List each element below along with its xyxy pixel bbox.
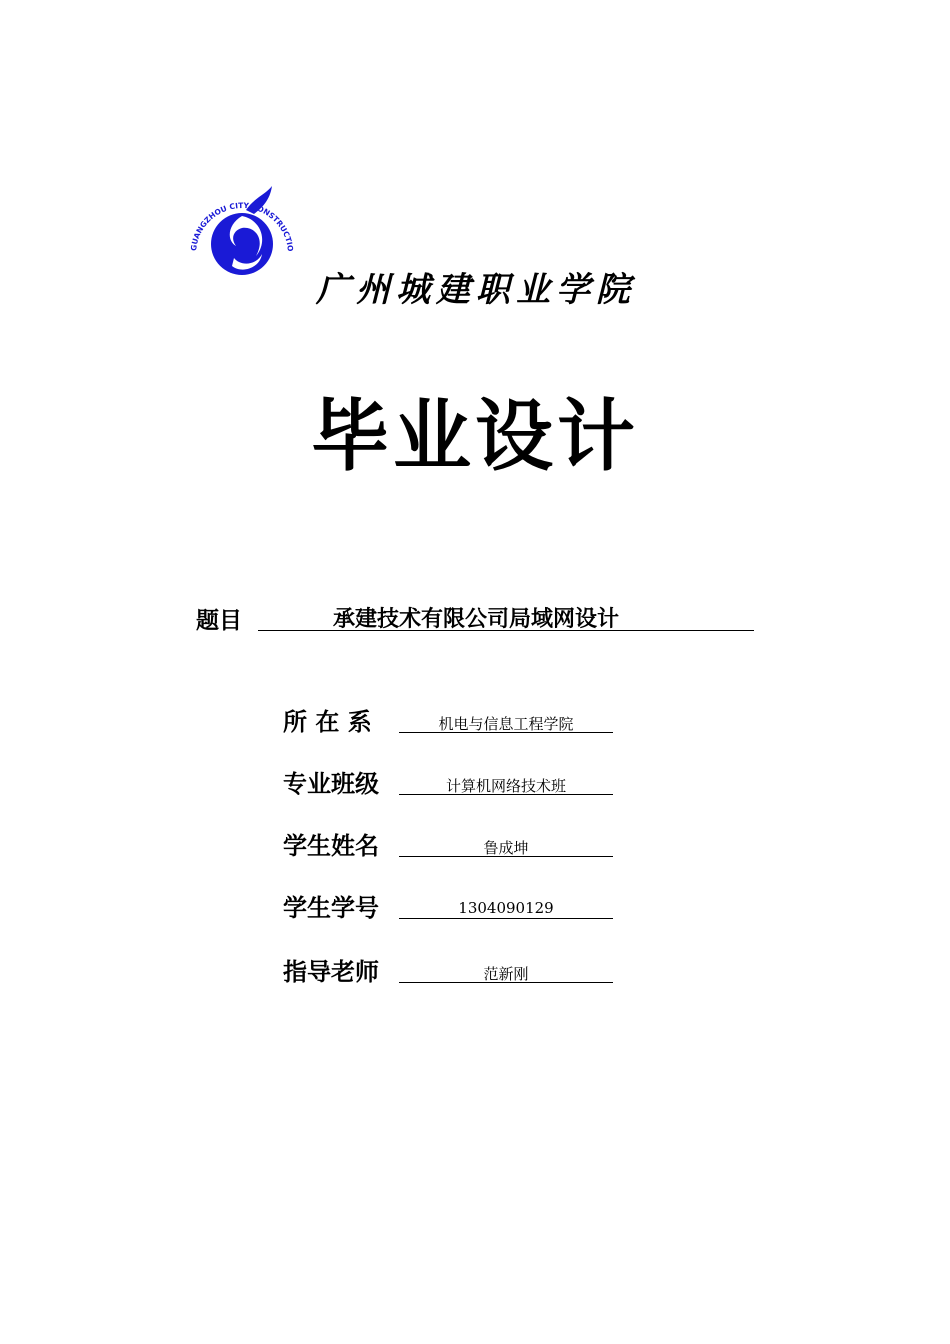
info-value: 鲁成坤 (483, 839, 529, 857)
info-value: 1304090129 (458, 899, 554, 917)
info-underline (399, 856, 613, 857)
topic-label: 题目 (196, 608, 242, 634)
info-underline (399, 794, 613, 795)
info-underline (399, 918, 613, 919)
info-label: 学生学号 (283, 894, 379, 922)
info-label: 指导老师 (283, 958, 379, 986)
info-row-advisor (283, 952, 623, 992)
info-label: 所 在 系 (283, 708, 372, 736)
college-logo (176, 176, 306, 306)
info-row-student-id (283, 888, 623, 928)
flame-logo-icon (176, 176, 306, 306)
info-value: 机电与信息工程学院 (438, 715, 574, 733)
info-row-department (283, 702, 623, 742)
info-row-student-name (283, 826, 623, 866)
topic-underline (258, 630, 754, 631)
info-row-class (283, 764, 623, 804)
info-underline (399, 732, 613, 733)
topic-row (196, 600, 766, 636)
document-title: 毕业设计 (310, 392, 639, 482)
topic-value: 承建技术有限公司局域网设计 (332, 607, 619, 632)
info-label: 专业班级 (283, 770, 379, 798)
info-label: 学生姓名 (283, 832, 379, 860)
info-value: 计算机网络技术班 (445, 777, 566, 795)
college-name: 广州城建职业学院 (316, 270, 636, 310)
info-underline (399, 982, 613, 983)
logo-ring-text: GUANGZHOU CITY CONSTRUCTIO (189, 200, 296, 252)
info-value: 范新刚 (483, 965, 529, 983)
